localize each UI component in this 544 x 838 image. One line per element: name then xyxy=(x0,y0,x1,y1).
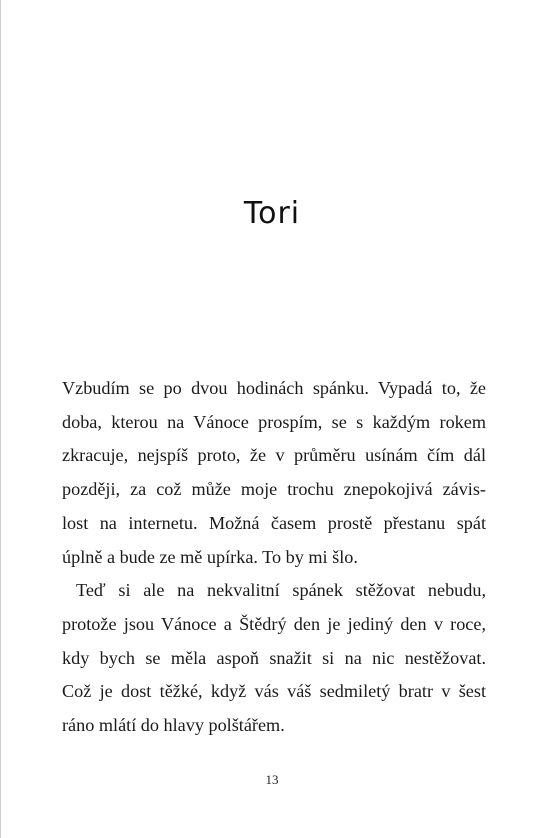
text-line: úplně a bude ze mě upírka. To by mi šlo. xyxy=(62,546,358,567)
text-line: kdy bych se měla aspoň snažit si na nic nestěžovat. xyxy=(62,647,486,668)
text-line: Vzbudím se po dvou hodinách spánku. Vypadá to, že xyxy=(62,378,486,398)
text-line: Teď si ale na nekvalitní spánek stěžovat nebudu, xyxy=(76,580,486,601)
text-line: lost na internetu. Možná časem prostě přestanu spát xyxy=(62,512,486,533)
text-line: zkracuje, nejspíš proto, že v průměru usínám čím dál xyxy=(62,445,486,466)
page-edge xyxy=(0,0,1,838)
body-text xyxy=(62,372,486,743)
page-number: 13 xyxy=(265,772,279,787)
text-line: doba, kterou na Vánoce prospím, se s každým rokem xyxy=(62,411,486,432)
text-line: ráno mlátí do hlavy polštářem. xyxy=(62,715,285,736)
text-line: Což je dost těžké, když vás váš sedmiletý bratr v šest xyxy=(62,681,486,702)
chapter-title: Tori xyxy=(243,196,301,231)
text-line: později, za což může moje trochu znepokojivá závis- xyxy=(62,479,486,500)
text-line: protože jsou Vánoce a Štědrý den je jediný den v roce, xyxy=(62,613,486,634)
